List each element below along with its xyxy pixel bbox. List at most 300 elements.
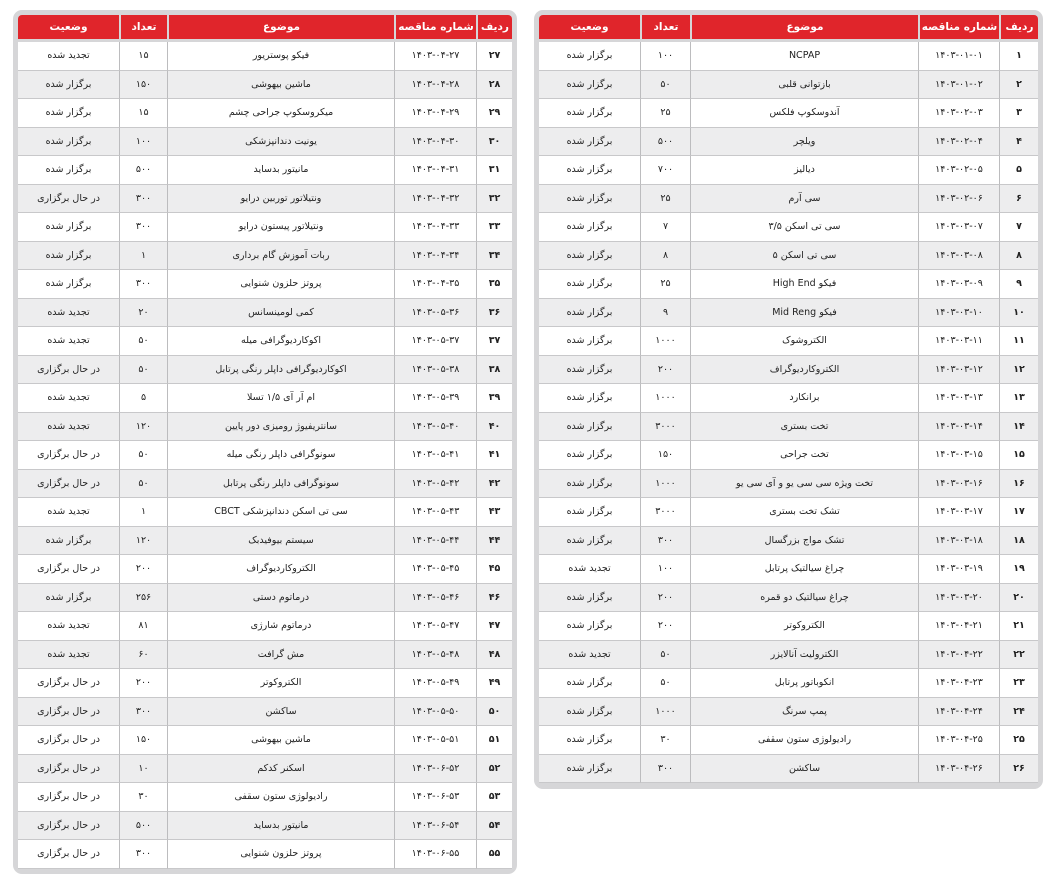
tender-number-cell: ۱۴۰۳-۰۲-۰۴ (918, 128, 999, 157)
table-row (18, 783, 512, 812)
row-number-cell: ۵۲ (476, 755, 512, 784)
row-number-cell: ۴۸ (476, 641, 512, 670)
status-cell: در حال برگزاری (18, 755, 119, 784)
header-row-number: ردیف (476, 15, 512, 42)
row-number-cell: ۹ (999, 270, 1038, 299)
table-row (539, 71, 1038, 100)
table-row (18, 669, 512, 698)
table-row (18, 641, 512, 670)
status-cell: برگزار شده (539, 128, 640, 157)
count-cell: ۲۰۰ (640, 584, 690, 613)
status-cell: در حال برگزاری (18, 840, 119, 869)
row-number-cell: ۳۹ (476, 384, 512, 413)
header-tender-number: شماره مناقصه (918, 15, 999, 42)
table-row (18, 498, 512, 527)
status-cell: در حال برگزاری (18, 669, 119, 698)
status-cell: برگزار شده (18, 156, 119, 185)
tender-table-panel-left (13, 10, 517, 874)
row-number-cell: ۴۰ (476, 413, 512, 442)
row-number-cell: ۳۴ (476, 242, 512, 271)
row-number-cell: ۷ (999, 213, 1038, 242)
subject-cell: میکروسکوپ جراحی چشم (167, 99, 394, 128)
row-number-cell: ۴ (999, 128, 1038, 157)
subject-cell: اکوکاردیوگرافی میله (167, 327, 394, 356)
count-cell: ۳۰۰ (119, 840, 167, 869)
subject-cell: ساکشن (690, 755, 918, 784)
count-cell: ۹ (640, 299, 690, 328)
count-cell: ۲۰۰ (119, 555, 167, 584)
row-number-cell: ۴۴ (476, 527, 512, 556)
tender-number-cell: ۱۴۰۳-۰۵-۴۰ (394, 413, 476, 442)
count-cell: ۸۱ (119, 612, 167, 641)
status-cell: تجدید شده (18, 299, 119, 328)
subject-cell: بازتوانی قلبی (690, 71, 918, 100)
tender-number-cell: ۱۴۰۳-۰۴-۳۲ (394, 185, 476, 214)
table-row (539, 356, 1038, 385)
status-cell: برگزار شده (539, 270, 640, 299)
status-cell: تجدید شده (18, 413, 119, 442)
table-row (539, 213, 1038, 242)
tender-number-cell: ۱۴۰۳-۰۵-۴۵ (394, 555, 476, 584)
row-number-cell: ۲۹ (476, 99, 512, 128)
subject-cell: تخت بستری (690, 413, 918, 442)
row-number-cell: ۱۲ (999, 356, 1038, 385)
row-number-cell: ۲۵ (999, 726, 1038, 755)
tender-number-cell: ۱۴۰۳-۰۶-۵۵ (394, 840, 476, 869)
tender-number-cell: ۱۴۰۳-۰۳-۱۰ (918, 299, 999, 328)
subject-cell: ربات آموزش گام برداری (167, 242, 394, 271)
subject-cell: فیکو Mid Reng (690, 299, 918, 328)
count-cell: ۱۰۰۰ (640, 384, 690, 413)
table-row (539, 498, 1038, 527)
row-number-cell: ۵۴ (476, 812, 512, 841)
row-number-cell: ۳۰ (476, 128, 512, 157)
row-number-cell: ۸ (999, 242, 1038, 271)
row-number-cell: ۳۲ (476, 185, 512, 214)
count-cell: ۱۰۰۰ (640, 698, 690, 727)
row-number-cell: ۳ (999, 99, 1038, 128)
status-cell: برگزار شده (18, 270, 119, 299)
table-row (18, 327, 512, 356)
row-number-cell: ۱۰ (999, 299, 1038, 328)
tender-number-cell: ۱۴۰۳-۰۴-۲۳ (918, 669, 999, 698)
count-cell: ۵ (119, 384, 167, 413)
count-cell: ۳۰۰ (119, 213, 167, 242)
subject-cell: رادیولوژی ستون سقفی (690, 726, 918, 755)
subject-cell: سی آرم (690, 185, 918, 214)
subject-cell: چراغ سیالتیک دو قمره (690, 584, 918, 613)
row-number-cell: ۳۱ (476, 156, 512, 185)
row-number-cell: ۴۵ (476, 555, 512, 584)
table-row (18, 156, 512, 185)
status-cell: برگزار شده (18, 71, 119, 100)
row-number-cell: ۲۱ (999, 612, 1038, 641)
tender-number-cell: ۱۴۰۳-۰۲-۰۳ (918, 99, 999, 128)
tender-number-cell: ۱۴۰۳-۰۴-۲۹ (394, 99, 476, 128)
table-row (539, 128, 1038, 157)
status-cell: برگزار شده (539, 299, 640, 328)
row-number-cell: ۳۷ (476, 327, 512, 356)
table-row (18, 755, 512, 784)
status-cell: در حال برگزاری (18, 812, 119, 841)
table-row (539, 584, 1038, 613)
row-number-cell: ۲۲ (999, 641, 1038, 670)
status-cell: برگزار شده (18, 128, 119, 157)
count-cell: ۲۵ (640, 185, 690, 214)
tender-number-cell: ۱۴۰۳-۰۵-۴۸ (394, 641, 476, 670)
table-row (539, 99, 1038, 128)
status-cell: در حال برگزاری (18, 726, 119, 755)
row-number-cell: ۳۳ (476, 213, 512, 242)
table-row (539, 384, 1038, 413)
count-cell: ۱۵ (119, 42, 167, 71)
header-status: وضعیت (18, 15, 119, 42)
status-cell: تجدید شده (18, 498, 119, 527)
table-row (18, 612, 512, 641)
table-row (18, 555, 512, 584)
status-cell: برگزار شده (539, 384, 640, 413)
table-row (539, 641, 1038, 670)
row-number-cell: ۱۷ (999, 498, 1038, 527)
subject-cell: الکتروکوتر (167, 669, 394, 698)
row-number-cell: ۱۳ (999, 384, 1038, 413)
subject-cell: سی تی اسکن ۵ (690, 242, 918, 271)
row-number-cell: ۴۲ (476, 470, 512, 499)
row-number-cell: ۵۱ (476, 726, 512, 755)
count-cell: ۳۰۰۰ (640, 498, 690, 527)
row-number-cell: ۴۳ (476, 498, 512, 527)
count-cell: ۷ (640, 213, 690, 242)
subject-cell: سونوگرافی داپلر رنگی پرتابل (167, 470, 394, 499)
tender-number-cell: ۱۴۰۳-۰۱-۰۲ (918, 71, 999, 100)
table-row (18, 812, 512, 841)
table-row (18, 242, 512, 271)
count-cell: ۵۰ (640, 71, 690, 100)
tender-number-cell: ۱۴۰۳-۰۳-۱۳ (918, 384, 999, 413)
tender-number-cell: ۱۴۰۳-۰۴-۲۲ (918, 641, 999, 670)
subject-cell: ماشین بیهوشی (167, 71, 394, 100)
status-cell: برگزار شده (539, 356, 640, 385)
count-cell: ۵۰۰ (119, 812, 167, 841)
subject-cell: ام آر آی ۱/۵ تسلا (167, 384, 394, 413)
tender-number-cell: ۱۴۰۳-۰۳-۱۸ (918, 527, 999, 556)
table-row (18, 384, 512, 413)
subject-cell: ونتیلاتور پیستون درایو (167, 213, 394, 242)
count-cell: ۵۰ (119, 470, 167, 499)
subject-cell: اکوکاردیوگرافی داپلر رنگی پرتابل (167, 356, 394, 385)
count-cell: ۵۰ (119, 327, 167, 356)
subject-cell: درماتوم دستی (167, 584, 394, 613)
row-number-cell: ۶ (999, 185, 1038, 214)
count-cell: ۱۰۰۰ (640, 470, 690, 499)
table-body-right (539, 42, 1038, 783)
header-count: تعداد (640, 15, 690, 42)
header-count: تعداد (119, 15, 167, 42)
table-row (18, 527, 512, 556)
header-row-number: ردیف (999, 15, 1038, 42)
table-row (539, 185, 1038, 214)
status-cell: تجدید شده (18, 42, 119, 71)
table-row (539, 441, 1038, 470)
status-cell: در حال برگزاری (18, 356, 119, 385)
row-number-cell: ۴۹ (476, 669, 512, 698)
count-cell: ۱۰۰۰ (640, 327, 690, 356)
status-cell: در حال برگزاری (18, 783, 119, 812)
status-cell: برگزار شده (539, 498, 640, 527)
row-number-cell: ۱۸ (999, 527, 1038, 556)
subject-cell: درماتوم شارژی (167, 612, 394, 641)
subject-cell: ویلچر (690, 128, 918, 157)
status-cell: برگزار شده (539, 413, 640, 442)
row-number-cell: ۵۳ (476, 783, 512, 812)
tender-number-cell: ۱۴۰۳-۰۳-۰۷ (918, 213, 999, 242)
tender-number-cell: ۱۴۰۳-۰۴-۳۵ (394, 270, 476, 299)
table-row (539, 299, 1038, 328)
tender-number-cell: ۱۴۰۳-۰۲-۰۵ (918, 156, 999, 185)
subject-cell: ونتیلاتور توربین درایو (167, 185, 394, 214)
table-row (18, 584, 512, 613)
count-cell: ۱۵ (119, 99, 167, 128)
subject-cell: فیکو پوستریور (167, 42, 394, 71)
count-cell: ۲۰ (119, 299, 167, 328)
row-number-cell: ۱۶ (999, 470, 1038, 499)
tender-number-cell: ۱۴۰۳-۰۴-۲۷ (394, 42, 476, 71)
table-row (18, 213, 512, 242)
subject-cell: تشک تخت بستری (690, 498, 918, 527)
table-row (18, 42, 512, 71)
status-cell: برگزار شده (539, 156, 640, 185)
subject-cell: کمی لومینسانس (167, 299, 394, 328)
tender-table-right (539, 15, 1038, 783)
table-row (18, 726, 512, 755)
tender-number-cell: ۱۴۰۳-۰۵-۵۰ (394, 698, 476, 727)
tender-number-cell: ۱۴۰۳-۰۱-۰۱ (918, 42, 999, 71)
subject-cell: الکتروشوک (690, 327, 918, 356)
table-header-row (539, 15, 1038, 42)
tender-number-cell: ۱۴۰۳-۰۵-۴۳ (394, 498, 476, 527)
table-row (18, 71, 512, 100)
count-cell: ۳۰۰ (640, 527, 690, 556)
tender-number-cell: ۱۴۰۳-۰۵-۳۷ (394, 327, 476, 356)
subject-cell: تشک مواج بزرگسال (690, 527, 918, 556)
count-cell: ۲۰۰ (640, 612, 690, 641)
count-cell: ۵۰ (640, 641, 690, 670)
row-number-cell: ۲۷ (476, 42, 512, 71)
subject-cell: مش گرافت (167, 641, 394, 670)
subject-cell: ساکشن (167, 698, 394, 727)
count-cell: ۱۵۰ (119, 71, 167, 100)
subject-cell: سی تی اسکن ۳/۵ (690, 213, 918, 242)
subject-cell: اسکنر کدکم (167, 755, 394, 784)
count-cell: ۳۰۰ (119, 698, 167, 727)
subject-cell: سانتریفیوژ رومیزی دور پایین (167, 413, 394, 442)
subject-cell: تخت جراحی (690, 441, 918, 470)
tender-number-cell: ۱۴۰۳-۰۵-۴۴ (394, 527, 476, 556)
status-cell: برگزار شده (539, 755, 640, 784)
count-cell: ۱ (119, 498, 167, 527)
table-row (18, 698, 512, 727)
tender-number-cell: ۱۴۰۳-۰۳-۱۴ (918, 413, 999, 442)
tender-number-cell: ۱۴۰۳-۰۵-۳۶ (394, 299, 476, 328)
status-cell: برگزار شده (18, 527, 119, 556)
count-cell: ۷۰۰ (640, 156, 690, 185)
row-number-cell: ۳۸ (476, 356, 512, 385)
header-subject: موضوع (690, 15, 918, 42)
subject-cell: تخت ویژه سی سی یو و آی سی یو (690, 470, 918, 499)
table-row (539, 242, 1038, 271)
tender-number-cell: ۱۴۰۳-۰۵-۴۹ (394, 669, 476, 698)
header-status: وضعیت (539, 15, 640, 42)
table-row (18, 270, 512, 299)
table-row (18, 470, 512, 499)
row-number-cell: ۴۶ (476, 584, 512, 613)
tender-number-cell: ۱۴۰۳-۰۴-۳۱ (394, 156, 476, 185)
status-cell: برگزار شده (18, 99, 119, 128)
subject-cell: ماشین بیهوشی (167, 726, 394, 755)
count-cell: ۱۰۰ (119, 128, 167, 157)
table-row (539, 270, 1038, 299)
row-number-cell: ۴۷ (476, 612, 512, 641)
subject-cell: پمپ سرنگ (690, 698, 918, 727)
subject-cell: NCPAP (690, 42, 918, 71)
count-cell: ۲۰۰ (640, 356, 690, 385)
status-cell: در حال برگزاری (18, 698, 119, 727)
count-cell: ۲۵ (640, 270, 690, 299)
status-cell: برگزار شده (18, 213, 119, 242)
status-cell: تجدید شده (18, 641, 119, 670)
table-row (539, 669, 1038, 698)
count-cell: ۱۰ (119, 755, 167, 784)
tender-number-cell: ۱۴۰۳-۰۴-۲۶ (918, 755, 999, 784)
subject-cell: دیالیز (690, 156, 918, 185)
row-number-cell: ۱۵ (999, 441, 1038, 470)
tender-number-cell: ۱۴۰۳-۰۴-۲۸ (394, 71, 476, 100)
row-number-cell: ۲ (999, 71, 1038, 100)
table-header-row (18, 15, 512, 42)
status-cell: برگزار شده (539, 726, 640, 755)
row-number-cell: ۲۴ (999, 698, 1038, 727)
table-row (18, 413, 512, 442)
row-number-cell: ۲۸ (476, 71, 512, 100)
tender-number-cell: ۱۴۰۳-۰۳-۲۰ (918, 584, 999, 613)
tender-number-cell: ۱۴۰۳-۰۳-۰۸ (918, 242, 999, 271)
table-row (539, 156, 1038, 185)
tender-number-cell: ۱۴۰۳-۰۶-۵۲ (394, 755, 476, 784)
count-cell: ۲۵ (640, 99, 690, 128)
count-cell: ۲۵۶ (119, 584, 167, 613)
status-cell: برگزار شده (18, 584, 119, 613)
subject-cell: پروتز حلزون شنوایی (167, 270, 394, 299)
count-cell: ۱۰۰ (640, 42, 690, 71)
row-number-cell: ۱ (999, 42, 1038, 71)
count-cell: ۱۵۰ (640, 441, 690, 470)
tender-number-cell: ۱۴۰۳-۰۴-۲۴ (918, 698, 999, 727)
table-row (539, 726, 1038, 755)
tender-number-cell: ۱۴۰۳-۰۳-۰۹ (918, 270, 999, 299)
row-number-cell: ۴۱ (476, 441, 512, 470)
status-cell: برگزار شده (539, 71, 640, 100)
status-cell: در حال برگزاری (18, 185, 119, 214)
count-cell: ۱۲۰ (119, 527, 167, 556)
subject-cell: الکتروکاردیوگراف (167, 555, 394, 584)
subject-cell: سی تی اسکن دندانپزشکی CBCT (167, 498, 394, 527)
tender-number-cell: ۱۴۰۳-۰۳-۱۱ (918, 327, 999, 356)
table-row (539, 555, 1038, 584)
status-cell: برگزار شده (539, 242, 640, 271)
tender-number-cell: ۱۴۰۳-۰۳-۱۹ (918, 555, 999, 584)
subject-cell: چراغ سیالتیک پرتابل (690, 555, 918, 584)
count-cell: ۱ (119, 242, 167, 271)
status-cell: برگزار شده (539, 185, 640, 214)
status-cell: تجدید شده (18, 327, 119, 356)
subject-cell: برانکارد (690, 384, 918, 413)
table-row (18, 441, 512, 470)
count-cell: ۵۰ (119, 356, 167, 385)
status-cell: در حال برگزاری (18, 441, 119, 470)
header-tender-number: شماره مناقصه (394, 15, 476, 42)
tender-number-cell: ۱۴۰۳-۰۳-۱۲ (918, 356, 999, 385)
status-cell: تجدید شده (539, 641, 640, 670)
count-cell: ۱۵۰ (119, 726, 167, 755)
subject-cell: پروتز حلزون شنوایی (167, 840, 394, 869)
subject-cell: سونوگرافی داپلر رنگی میله (167, 441, 394, 470)
tender-number-cell: ۱۴۰۳-۰۵-۴۶ (394, 584, 476, 613)
count-cell: ۳۰۰۰ (640, 413, 690, 442)
tender-number-cell: ۱۴۰۳-۰۵-۳۹ (394, 384, 476, 413)
table-row (539, 698, 1038, 727)
status-cell: تجدید شده (539, 555, 640, 584)
row-number-cell: ۱۴ (999, 413, 1038, 442)
table-body-left (18, 42, 512, 869)
table-row (18, 185, 512, 214)
tender-number-cell: ۱۴۰۳-۰۴-۳۴ (394, 242, 476, 271)
table-row (18, 356, 512, 385)
tender-number-cell: ۱۴۰۳-۰۶-۵۴ (394, 812, 476, 841)
tender-number-cell: ۱۴۰۳-۰۵-۴۱ (394, 441, 476, 470)
table-row (539, 755, 1038, 784)
status-cell: برگزار شده (539, 698, 640, 727)
status-cell: در حال برگزاری (18, 555, 119, 584)
subject-cell: الکتروکوتر (690, 612, 918, 641)
status-cell: برگزار شده (539, 470, 640, 499)
subject-cell: سیستم بیوفیدبک (167, 527, 394, 556)
header-subject: موضوع (167, 15, 394, 42)
count-cell: ۳۰ (640, 726, 690, 755)
status-cell: برگزار شده (539, 669, 640, 698)
tender-number-cell: ۱۴۰۳-۰۴-۳۰ (394, 128, 476, 157)
subject-cell: مانیتور بدساید (167, 812, 394, 841)
table-row (539, 470, 1038, 499)
subject-cell: انکوباتور پرتابل (690, 669, 918, 698)
tender-number-cell: ۱۴۰۳-۰۳-۱۵ (918, 441, 999, 470)
tender-number-cell: ۱۴۰۳-۰۳-۱۶ (918, 470, 999, 499)
tender-number-cell: ۱۴۰۳-۰۵-۳۸ (394, 356, 476, 385)
table-row (539, 42, 1038, 71)
row-number-cell: ۱۹ (999, 555, 1038, 584)
count-cell: ۳۰۰ (640, 755, 690, 784)
count-cell: ۵۰۰ (640, 128, 690, 157)
row-number-cell: ۵۰ (476, 698, 512, 727)
row-number-cell: ۲۰ (999, 584, 1038, 613)
count-cell: ۵۰۰ (119, 156, 167, 185)
tender-number-cell: ۱۴۰۳-۰۲-۰۶ (918, 185, 999, 214)
subject-cell: الکتروکاردیوگراف (690, 356, 918, 385)
table-row (539, 327, 1038, 356)
table-row (539, 612, 1038, 641)
table-row (18, 128, 512, 157)
status-cell: برگزار شده (539, 441, 640, 470)
count-cell: ۳۰۰ (119, 270, 167, 299)
